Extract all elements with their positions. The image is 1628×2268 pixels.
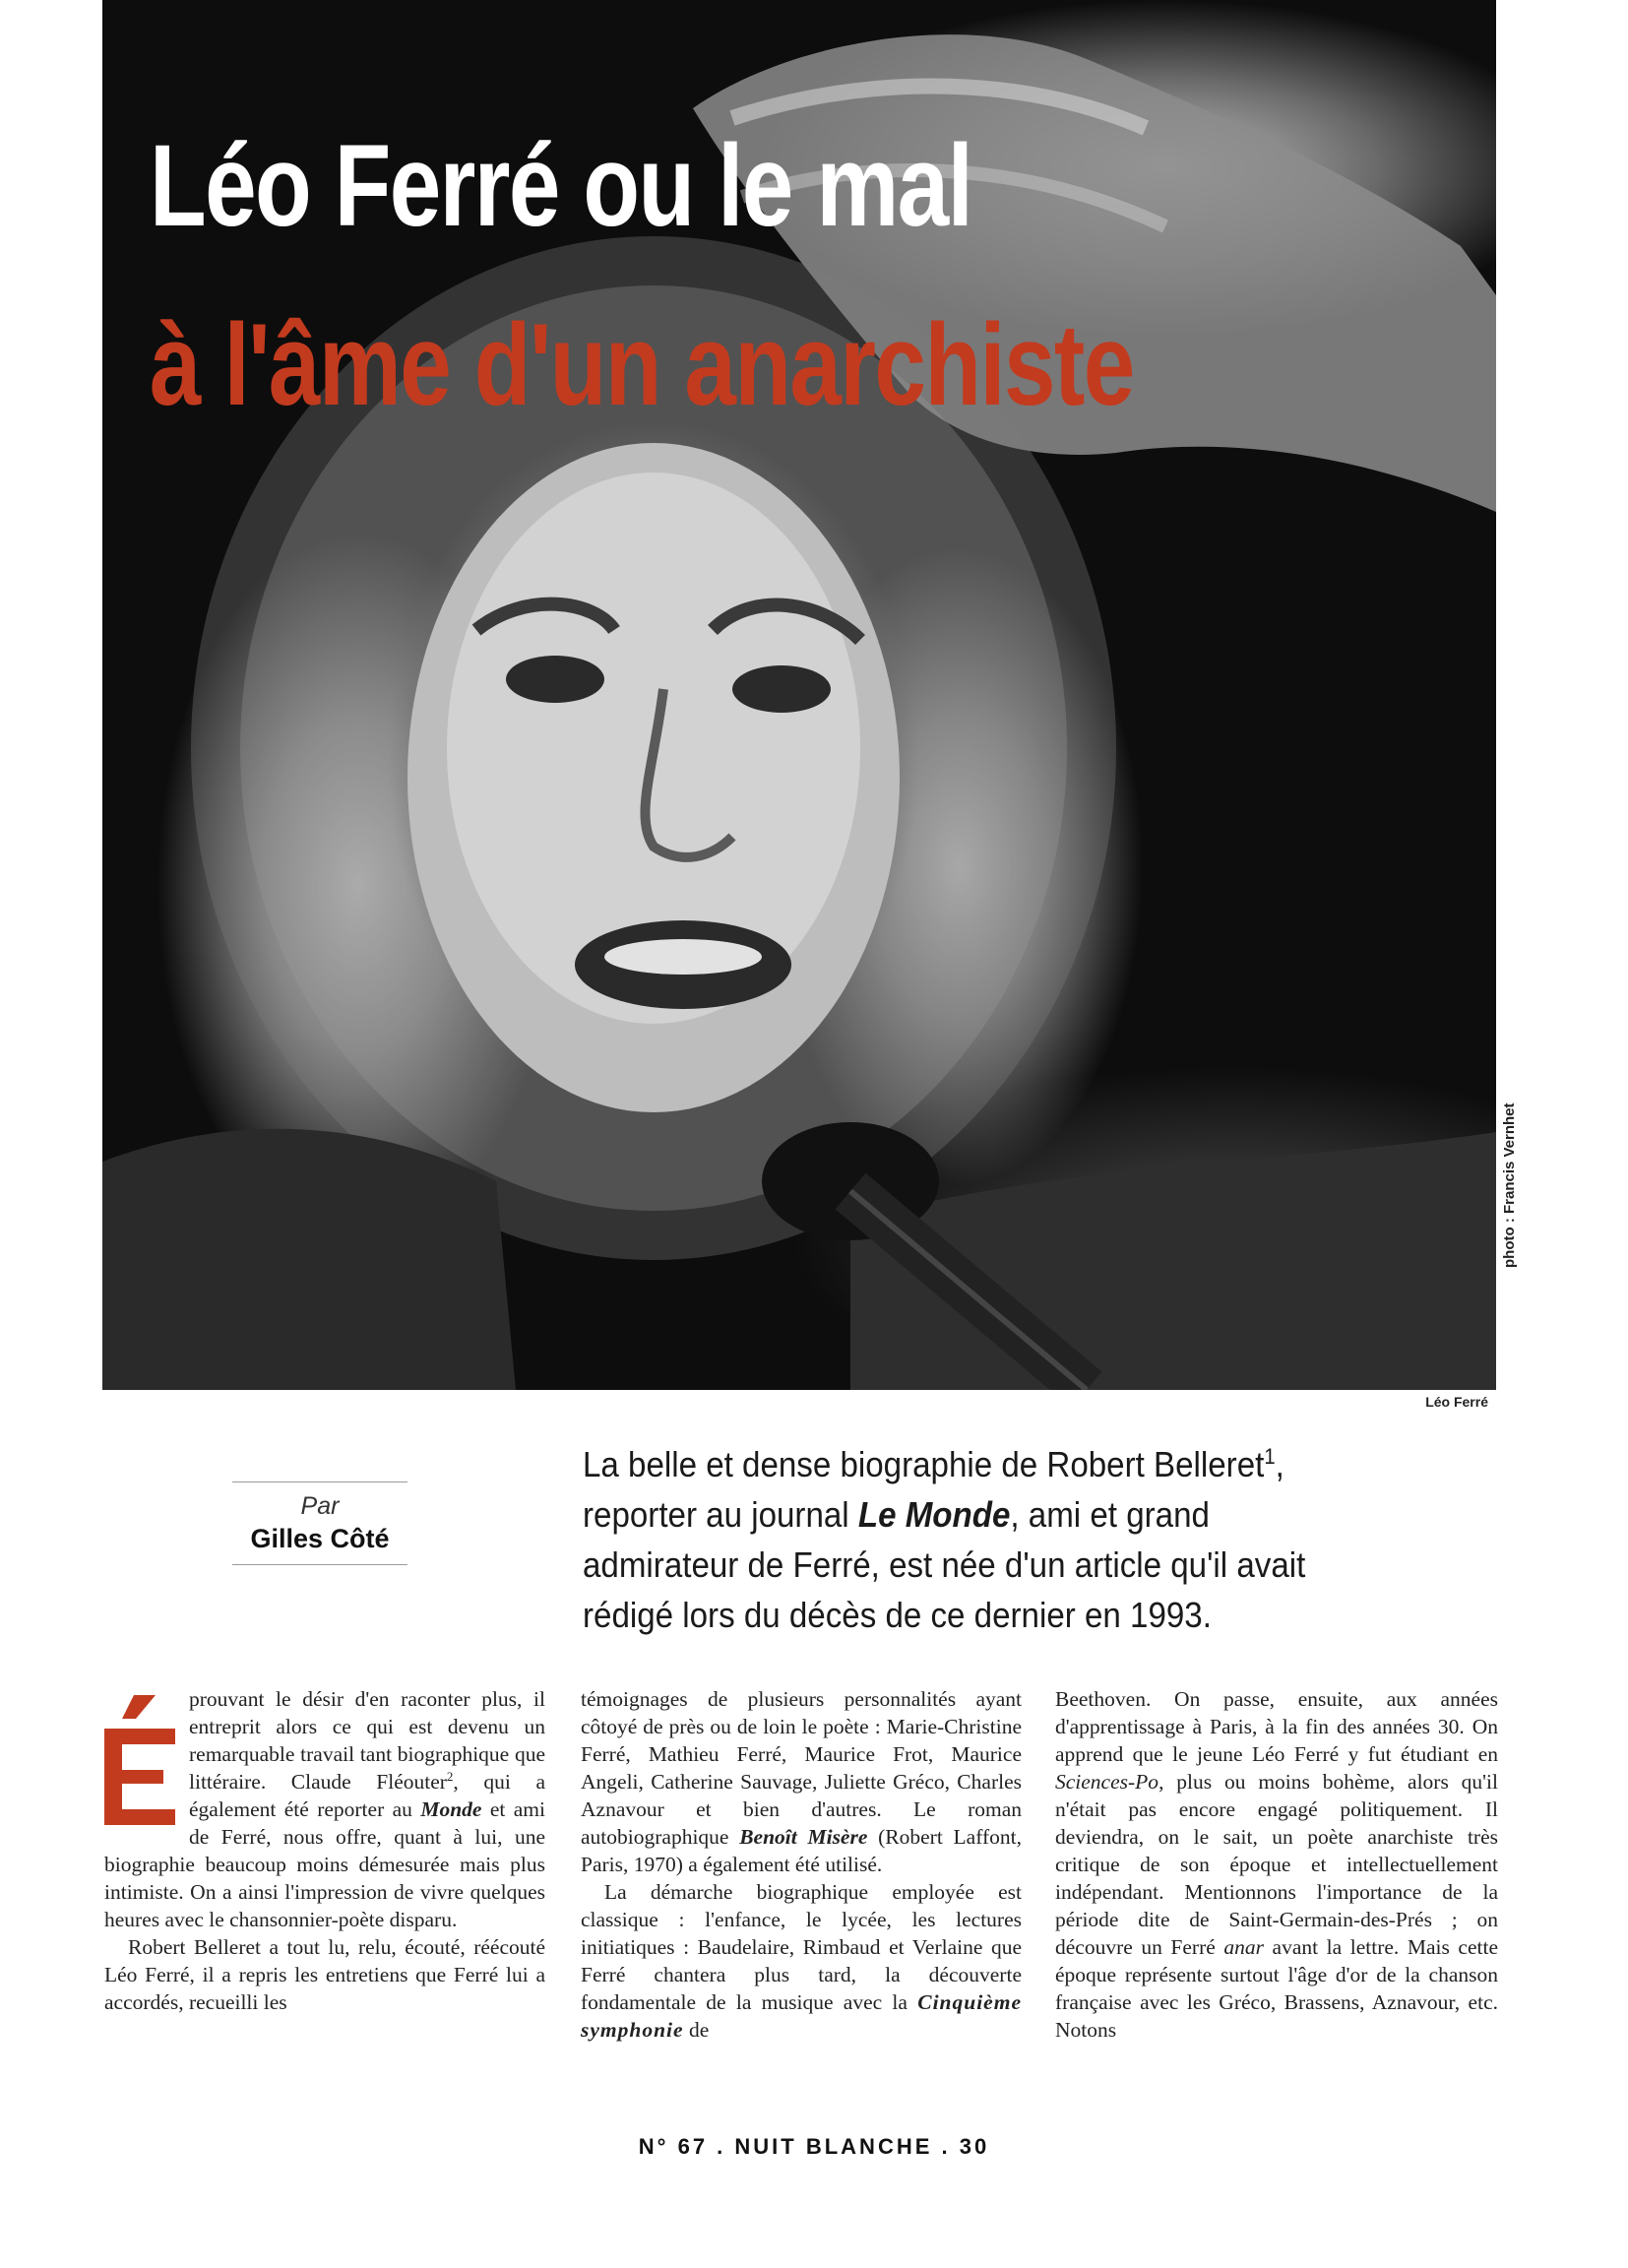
byline-author: Gilles Côté xyxy=(250,1524,390,1553)
lede-line: La belle et dense biographie de Robert Belleret$^1$, xyxy=(583,1444,1284,1484)
paragraph: prouvant le désir d'en raconter plus, il entreprit alors ce qui est devenu un remarquable travail tant biographique que littéraire. Claude Fléouter$^2$, qui a également été reporter au Monde et ami de Ferré, nous offre, quant à lui, une biographie beaucoup moins démesurée mais plus intimiste. On a ainsi l'impression de vivre quelques heures avec le chansonnier-poète disparu. xyxy=(104,1687,546,1931)
body-column-1 xyxy=(104,1685,545,2016)
lede xyxy=(583,1439,1434,1640)
lede-line: admirateur de Ferré, est née d'un article qu'il avait xyxy=(583,1544,1306,1585)
work-title: Cinquième symphonie xyxy=(581,1990,1022,2042)
footnote-ref: 2 xyxy=(446,1768,454,1784)
page-folio: N° 67 . NUIT BLANCHE . 30 xyxy=(638,2134,990,2159)
body-column-3 xyxy=(1055,1685,1498,2044)
paragraph: La démarche biographique employée est classique : l'enfance, le lycée, les lectures initiatiques : Baudelaire, Rimbaud et Verlaine que Ferré chantera plus tard, la découverte fondamentale de la musique avec la Cinquième symphonie de xyxy=(581,1880,1022,2042)
byline-par: Par xyxy=(300,1492,340,1520)
body-column-2 xyxy=(581,1685,1022,2044)
headline-line-1: Léo Ferré ou le mal xyxy=(150,121,972,251)
hero-photo xyxy=(102,0,1496,1390)
byline xyxy=(232,1481,407,1565)
photo-caption: Léo Ferré xyxy=(1425,1394,1488,1410)
dropcap xyxy=(104,1695,175,1825)
publication-name: Le Monde xyxy=(857,1494,1011,1535)
photo-credit: photo : Francis Vernhet xyxy=(1501,1102,1518,1268)
lede-line: reporter au journal Le Monde, ami et grand xyxy=(583,1494,1210,1535)
paragraph: Robert Belleret a tout lu, relu, écouté, réécouté Léo Ferré, il a repris les entretiens que Ferré lui a accordés, recueilli les xyxy=(104,1935,545,2014)
footnote-ref: 1 xyxy=(1264,1444,1276,1469)
paragraph: Beethoven. On passe, ensuite, aux années d'apprentissage à Paris, à la fin des années 30. On apprend que le jeune Léo Ferré y fut étudiant en Sciences-Po, plus ou moins bohème, alors qu'il n'était pas encore engagé politiquement. Il deviendra, on le sait, un poète anarchiste très critique de son époque et intellectuellement indépendant. Mentionnons l'importance de la période dite de Saint-Germain-des-Prés ; on découvre un Ferré anar avant la lettre. Mais cette époque représente surtout l'âge d'or de la chanson française avec les Gréco, Brassens, Aznavour, etc. Notons xyxy=(1055,1687,1498,2042)
book-title: Benoît Misère xyxy=(739,1825,868,1849)
headline-line-2: à l'âme d'un anarchiste xyxy=(150,300,1134,430)
paragraph: témoignages de plusieurs personnalités ayant côtoyé de près ou de loin le poète : Marie-Christine Ferré, Mathieu Ferré, Maurice Frot, Maurice Angeli, Catherine Sauvage, Juliette Gréco, Charles Aznavour et bien d'autres. Le roman autobiographique Benoît Misère (Robert Laffont, Paris, 1970) a également été utilisé. xyxy=(581,1687,1022,1876)
lede-line: rédigé lors du décès de ce dernier en 1993. xyxy=(583,1595,1212,1635)
